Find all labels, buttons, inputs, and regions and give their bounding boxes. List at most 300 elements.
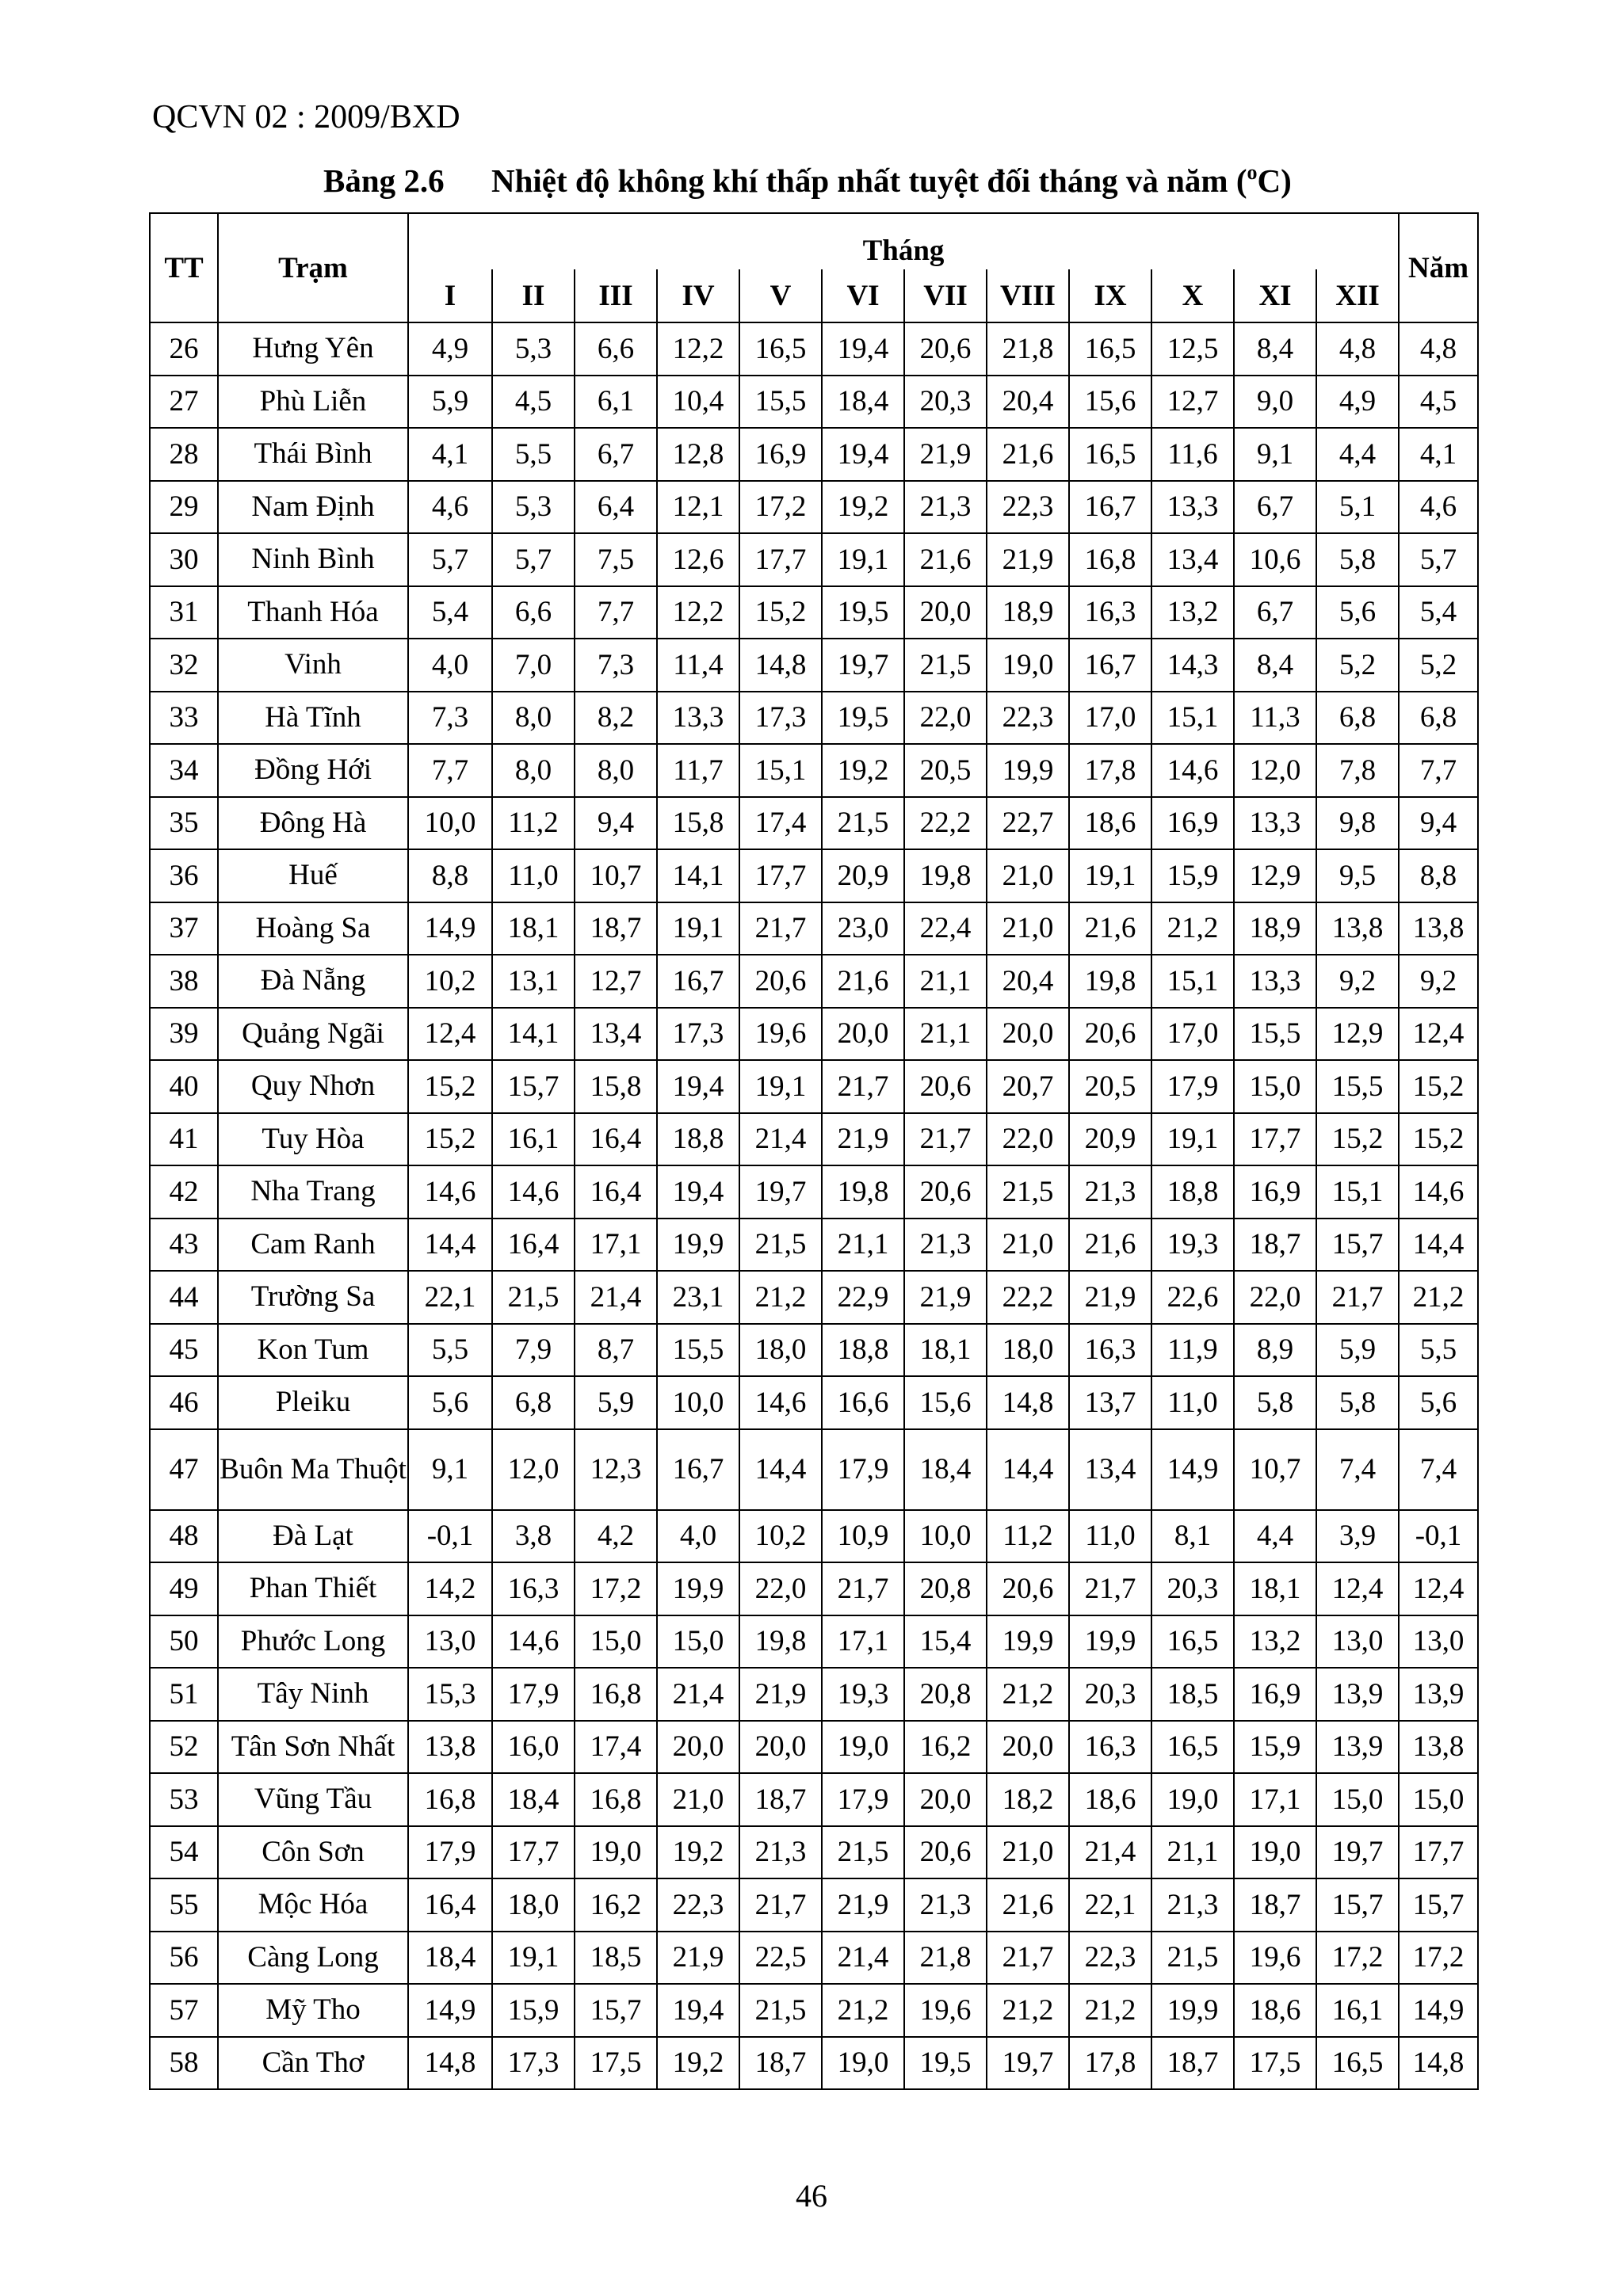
month-value: 5,7 [492, 533, 575, 586]
month-value: 19,9 [987, 744, 1069, 797]
month-value: 12,2 [657, 586, 739, 639]
station-name: Cần Thơ [218, 2037, 408, 2090]
month-value: 17,9 [822, 1429, 904, 1510]
month-value: 23,0 [822, 902, 904, 955]
month-value: 4,9 [408, 322, 492, 376]
year-value: 15,2 [1399, 1060, 1478, 1113]
month-value: 8,2 [575, 692, 657, 745]
station-name: Quảng Ngãi [218, 1008, 408, 1061]
month-value: 16,4 [575, 1113, 657, 1166]
month-value: 18,5 [1151, 1668, 1234, 1721]
month-value: 11,0 [492, 849, 575, 902]
month-value: 10,0 [408, 797, 492, 850]
month-value: 21,6 [987, 428, 1069, 481]
month-value: -0,1 [408, 1510, 492, 1563]
month-value: 15,9 [1234, 1721, 1316, 1774]
month-value: 20,4 [987, 955, 1069, 1008]
table-row [150, 1668, 1478, 1721]
month-value: 19,8 [739, 1615, 822, 1669]
year-value: 5,4 [1399, 586, 1478, 639]
month-value: 20,3 [904, 376, 987, 429]
month-value: 17,3 [739, 692, 822, 745]
month-value: 16,2 [904, 1721, 987, 1774]
month-value: 19,6 [739, 1008, 822, 1061]
month-value: 15,1 [739, 744, 822, 797]
month-value: 17,7 [739, 533, 822, 586]
month-value: 5,9 [1316, 1324, 1399, 1377]
month-value: 19,0 [822, 2037, 904, 2090]
table-row [150, 692, 1478, 745]
year-value: 14,4 [1399, 1219, 1478, 1272]
month-value: 15,4 [904, 1615, 987, 1669]
month-value: 17,2 [739, 481, 822, 534]
month-value: 16,4 [575, 1165, 657, 1219]
month-value: 19,9 [1151, 1984, 1234, 2037]
month-value: 19,5 [822, 586, 904, 639]
month-value: 12,9 [1234, 849, 1316, 902]
table-row [150, 1376, 1478, 1429]
month-value: 18,4 [492, 1773, 575, 1826]
month-value: 18,7 [1151, 2037, 1234, 2090]
month-value: 6,6 [492, 586, 575, 639]
month-value: 22,2 [904, 797, 987, 850]
month-value: 15,0 [1316, 1773, 1399, 1826]
month-value: 15,0 [657, 1615, 739, 1669]
month-value: 16,1 [1316, 1984, 1399, 2037]
station-name: Quy Nhơn [218, 1060, 408, 1113]
header-month: X [1151, 269, 1234, 322]
header-month: II [492, 269, 575, 322]
year-value: 7,7 [1399, 744, 1478, 797]
month-value: 19,7 [739, 1165, 822, 1219]
month-value: 20,0 [822, 1008, 904, 1061]
month-value: 22,1 [408, 1271, 492, 1324]
year-value: 5,7 [1399, 533, 1478, 586]
month-value: 20,9 [1069, 1113, 1151, 1166]
month-value: 21,6 [1069, 902, 1151, 955]
month-value: 16,6 [822, 1376, 904, 1429]
month-value: 18,1 [492, 902, 575, 955]
row-number: 34 [150, 744, 218, 797]
month-value: 14,6 [408, 1165, 492, 1219]
station-name: Côn Sơn [218, 1826, 408, 1879]
month-value: 8,8 [408, 849, 492, 902]
month-value: 15,9 [492, 1984, 575, 2037]
month-value: 12,7 [575, 955, 657, 1008]
row-number: 40 [150, 1060, 218, 1113]
table-row [150, 1113, 1478, 1166]
month-value: 11,7 [657, 744, 739, 797]
header-month: IX [1069, 269, 1151, 322]
header-month: V [739, 269, 822, 322]
month-value: 19,8 [822, 1165, 904, 1219]
month-value: 19,4 [657, 1984, 739, 2037]
month-value: 5,2 [1316, 639, 1399, 692]
row-number: 57 [150, 1984, 218, 2037]
month-value: 5,1 [1316, 481, 1399, 534]
header-month-group: Tháng [408, 213, 1399, 269]
month-value: 20,7 [987, 1060, 1069, 1113]
month-value: 20,6 [739, 955, 822, 1008]
month-value: 13,8 [1316, 902, 1399, 955]
month-value: 13,3 [1151, 481, 1234, 534]
month-value: 19,1 [657, 902, 739, 955]
month-value: 10,2 [408, 955, 492, 1008]
month-value: 4,6 [408, 481, 492, 534]
month-value: 4,1 [408, 428, 492, 481]
month-value: 12,1 [657, 481, 739, 534]
row-number: 31 [150, 586, 218, 639]
year-value: 12,4 [1399, 1008, 1478, 1061]
month-value: 17,9 [822, 1773, 904, 1826]
table-row [150, 1878, 1478, 1932]
month-value: 14,9 [408, 1984, 492, 2037]
month-value: 22,0 [1234, 1271, 1316, 1324]
month-value: 20,0 [904, 1773, 987, 1826]
month-value: 7,4 [1316, 1429, 1399, 1510]
month-value: 13,2 [1234, 1615, 1316, 1669]
row-number: 49 [150, 1562, 218, 1615]
year-value: 6,8 [1399, 692, 1478, 745]
month-value: 18,1 [1234, 1562, 1316, 1615]
month-value: 22,0 [904, 692, 987, 745]
month-value: 18,5 [575, 1932, 657, 1985]
month-value: 22,7 [987, 797, 1069, 850]
month-value: 22,1 [1069, 1878, 1151, 1932]
month-value: 13,4 [1151, 533, 1234, 586]
month-value: 6,7 [1234, 481, 1316, 534]
row-number: 30 [150, 533, 218, 586]
month-value: 4,4 [1316, 428, 1399, 481]
row-number: 33 [150, 692, 218, 745]
month-value: 18,4 [408, 1932, 492, 1985]
year-value: 9,2 [1399, 955, 1478, 1008]
table-row [150, 1984, 1478, 2037]
table-row [150, 1219, 1478, 1272]
table-title: Nhiệt độ không khí thấp nhất tuyệt đối tháng và năm ($^o$C) [491, 161, 1292, 199]
station-name: Tuy Hòa [218, 1113, 408, 1166]
month-value: 15,7 [492, 1060, 575, 1113]
month-value: 21,3 [904, 481, 987, 534]
station-name: Đà Nẵng [218, 955, 408, 1008]
month-value: 14,8 [739, 639, 822, 692]
table-label: Bảng 2.6 [323, 162, 445, 199]
table-row [150, 533, 1478, 586]
month-value: 11,4 [657, 639, 739, 692]
month-value: 16,5 [1069, 428, 1151, 481]
month-value: 13,0 [1316, 1615, 1399, 1669]
table-row [150, 1721, 1478, 1774]
month-value: 22,3 [987, 481, 1069, 534]
month-value: 12,5 [1151, 322, 1234, 376]
month-value: 22,4 [904, 902, 987, 955]
station-name: Nha Trang [218, 1165, 408, 1219]
month-value: 15,0 [1234, 1060, 1316, 1113]
month-value: 9,5 [1316, 849, 1399, 902]
month-value: 15,2 [408, 1060, 492, 1113]
year-value: 5,6 [1399, 1376, 1478, 1429]
month-value: 18,4 [822, 376, 904, 429]
month-value: 21,4 [739, 1113, 822, 1166]
month-value: 22,6 [1151, 1271, 1234, 1324]
month-value: 15,1 [1151, 692, 1234, 745]
month-value: 14,2 [408, 1562, 492, 1615]
month-value: 12,6 [657, 533, 739, 586]
month-value: 5,8 [1234, 1376, 1316, 1429]
month-value: 5,8 [1316, 1376, 1399, 1429]
month-value: 19,1 [739, 1060, 822, 1113]
month-value: 18,6 [1069, 797, 1151, 850]
month-value: 20,3 [1069, 1668, 1151, 1721]
month-value: 12,0 [1234, 744, 1316, 797]
month-value: 16,5 [1151, 1721, 1234, 1774]
month-value: 11,0 [1151, 1376, 1234, 1429]
month-value: 21,6 [904, 533, 987, 586]
month-value: 21,4 [1069, 1826, 1151, 1879]
month-value: 14,6 [1151, 744, 1234, 797]
month-value: 21,9 [822, 1878, 904, 1932]
month-value: 16,1 [492, 1113, 575, 1166]
month-value: 13,3 [1234, 797, 1316, 850]
month-value: 22,3 [657, 1878, 739, 1932]
month-value: 8,7 [575, 1324, 657, 1377]
month-value: 21,7 [904, 1113, 987, 1166]
month-value: 13,3 [657, 692, 739, 745]
month-value: 13,2 [1151, 586, 1234, 639]
month-value: 16,4 [492, 1219, 575, 1272]
month-value: 11,2 [987, 1510, 1069, 1563]
month-value: 20,0 [739, 1721, 822, 1774]
month-value: 17,8 [1069, 744, 1151, 797]
month-value: 14,6 [739, 1376, 822, 1429]
month-value: 21,7 [1316, 1271, 1399, 1324]
month-value: 17,4 [575, 1721, 657, 1774]
month-value: 16,5 [1151, 1615, 1234, 1669]
month-value: 19,5 [904, 2037, 987, 2090]
month-value: 19,7 [987, 2037, 1069, 2090]
month-value: 17,4 [739, 797, 822, 850]
month-value: 21,5 [739, 1984, 822, 2037]
month-value: 14,6 [492, 1615, 575, 1669]
header-month: XII [1316, 269, 1399, 322]
table-row [150, 1165, 1478, 1219]
month-value: 15,2 [739, 586, 822, 639]
month-value: 16,7 [657, 955, 739, 1008]
month-value: 16,7 [657, 1429, 739, 1510]
month-value: 3,9 [1316, 1510, 1399, 1563]
station-name: Hà Tĩnh [218, 692, 408, 745]
row-number: 55 [150, 1878, 218, 1932]
month-value: 8,0 [492, 744, 575, 797]
month-value: 14,6 [492, 1165, 575, 1219]
station-name: Đông Hà [218, 797, 408, 850]
month-value: 21,6 [822, 955, 904, 1008]
month-value: 21,0 [987, 1826, 1069, 1879]
table-row [150, 1932, 1478, 1985]
month-value: 19,1 [492, 1932, 575, 1985]
month-value: 17,5 [1234, 2037, 1316, 2090]
month-value: 13,7 [1069, 1376, 1151, 1429]
row-number: 48 [150, 1510, 218, 1563]
table-row [150, 1510, 1478, 1563]
month-value: 7,3 [575, 639, 657, 692]
month-value: 17,9 [1151, 1060, 1234, 1113]
month-value: 19,2 [657, 1826, 739, 1879]
month-value: 12,4 [1316, 1562, 1399, 1615]
table-row [150, 902, 1478, 955]
table-row [150, 1773, 1478, 1826]
month-value: 13,8 [408, 1721, 492, 1774]
year-value: 5,2 [1399, 639, 1478, 692]
year-value: 8,8 [1399, 849, 1478, 902]
month-value: 18,8 [822, 1324, 904, 1377]
month-value: 21,9 [657, 1932, 739, 1985]
station-name: Pleiku [218, 1376, 408, 1429]
month-value: 16,8 [1069, 533, 1151, 586]
month-value: 22,3 [987, 692, 1069, 745]
month-value: 7,7 [575, 586, 657, 639]
month-value: 19,2 [822, 481, 904, 534]
header-month: VI [822, 269, 904, 322]
row-number: 44 [150, 1271, 218, 1324]
year-value: 14,9 [1399, 1984, 1478, 2037]
station-name: Vinh [218, 639, 408, 692]
month-value: 15,7 [575, 1984, 657, 2037]
month-value: 22,3 [1069, 1932, 1151, 1985]
row-number: 52 [150, 1721, 218, 1774]
month-value: 6,6 [575, 322, 657, 376]
month-value: 21,4 [657, 1668, 739, 1721]
month-value: 8,0 [575, 744, 657, 797]
month-value: 21,7 [822, 1562, 904, 1615]
month-value: 15,0 [575, 1615, 657, 1669]
table-row [150, 639, 1478, 692]
month-value: 19,9 [987, 1615, 1069, 1669]
month-value: 4,9 [1316, 376, 1399, 429]
month-value: 10,7 [1234, 1429, 1316, 1510]
row-number: 32 [150, 639, 218, 692]
month-value: 9,4 [575, 797, 657, 850]
station-name: Mộc Hóa [218, 1878, 408, 1932]
month-value: 19,4 [822, 322, 904, 376]
month-value: 3,8 [492, 1510, 575, 1563]
month-value: 17,1 [1234, 1773, 1316, 1826]
month-value: 19,4 [657, 1060, 739, 1113]
month-value: 11,2 [492, 797, 575, 850]
month-value: 18,2 [987, 1773, 1069, 1826]
row-number: 39 [150, 1008, 218, 1061]
month-value: 5,5 [408, 1324, 492, 1377]
row-number: 54 [150, 1826, 218, 1879]
month-value: 21,2 [1069, 1984, 1151, 2037]
month-value: 20,6 [1069, 1008, 1151, 1061]
month-value: 21,1 [904, 1008, 987, 1061]
table-row [150, 1562, 1478, 1615]
month-value: 22,2 [987, 1271, 1069, 1324]
month-value: 21,1 [904, 955, 987, 1008]
month-value: 13,4 [575, 1008, 657, 1061]
year-value: 12,4 [1399, 1562, 1478, 1615]
month-value: 17,1 [822, 1615, 904, 1669]
station-name: Hưng Yên [218, 322, 408, 376]
row-number: 37 [150, 902, 218, 955]
page-number: 46 [796, 2178, 827, 2214]
month-value: 16,5 [1069, 322, 1151, 376]
month-value: 17,9 [492, 1668, 575, 1721]
table-row [150, 1324, 1478, 1377]
month-value: 21,2 [822, 1984, 904, 2037]
year-value: 4,8 [1399, 322, 1478, 376]
month-value: 12,0 [492, 1429, 575, 1510]
station-name: Phan Thiết [218, 1562, 408, 1615]
month-value: 21,3 [1151, 1878, 1234, 1932]
month-value: 21,5 [822, 797, 904, 850]
month-value: 12,3 [575, 1429, 657, 1510]
month-value: 21,7 [1069, 1562, 1151, 1615]
month-value: 17,8 [1069, 2037, 1151, 2090]
year-value: 15,7 [1399, 1878, 1478, 1932]
month-value: 21,8 [987, 322, 1069, 376]
row-number: 51 [150, 1668, 218, 1721]
month-value: 20,6 [904, 1826, 987, 1879]
station-name: Thanh Hóa [218, 586, 408, 639]
month-value: 16,3 [1069, 586, 1151, 639]
month-value: 16,9 [1234, 1668, 1316, 1721]
month-value: 18,9 [987, 586, 1069, 639]
month-value: 7,5 [575, 533, 657, 586]
month-value: 14,4 [739, 1429, 822, 1510]
row-number: 56 [150, 1932, 218, 1985]
month-value: 17,5 [575, 2037, 657, 2090]
month-value: 18,7 [1234, 1219, 1316, 1272]
month-value: 22,0 [739, 1562, 822, 1615]
header-year: Năm [1399, 213, 1478, 322]
month-value: 5,8 [1316, 533, 1399, 586]
month-value: 17,2 [575, 1562, 657, 1615]
month-value: 15,6 [1069, 376, 1151, 429]
year-value: 17,7 [1399, 1826, 1478, 1879]
station-name: Vũng Tầu [218, 1773, 408, 1826]
month-value: 15,7 [1316, 1878, 1399, 1932]
month-value: 7,7 [408, 744, 492, 797]
year-value: -0,1 [1399, 1510, 1478, 1563]
month-value: 21,5 [739, 1219, 822, 1272]
month-value: 18,0 [987, 1324, 1069, 1377]
month-value: 14,1 [492, 1008, 575, 1061]
month-value: 15,2 [1316, 1113, 1399, 1166]
station-name: Huế [218, 849, 408, 902]
month-value: 21,2 [987, 1668, 1069, 1721]
month-value: 12,9 [1316, 1008, 1399, 1061]
month-value: 18,0 [739, 1324, 822, 1377]
month-value: 15,5 [1234, 1008, 1316, 1061]
month-value: 16,0 [492, 1721, 575, 1774]
month-value: 5,9 [408, 376, 492, 429]
month-value: 18,9 [1234, 902, 1316, 955]
month-value: 18,7 [575, 902, 657, 955]
month-value: 9,8 [1316, 797, 1399, 850]
month-value: 16,3 [492, 1562, 575, 1615]
month-value: 19,0 [987, 639, 1069, 692]
month-value: 10,7 [575, 849, 657, 902]
table-row [150, 849, 1478, 902]
month-value: 5,5 [492, 428, 575, 481]
month-value: 18,4 [904, 1429, 987, 1510]
month-value: 17,2 [1316, 1932, 1399, 1985]
month-value: 13,9 [1316, 1721, 1399, 1774]
station-name: Phù Liễn [218, 376, 408, 429]
month-value: 21,9 [822, 1113, 904, 1166]
